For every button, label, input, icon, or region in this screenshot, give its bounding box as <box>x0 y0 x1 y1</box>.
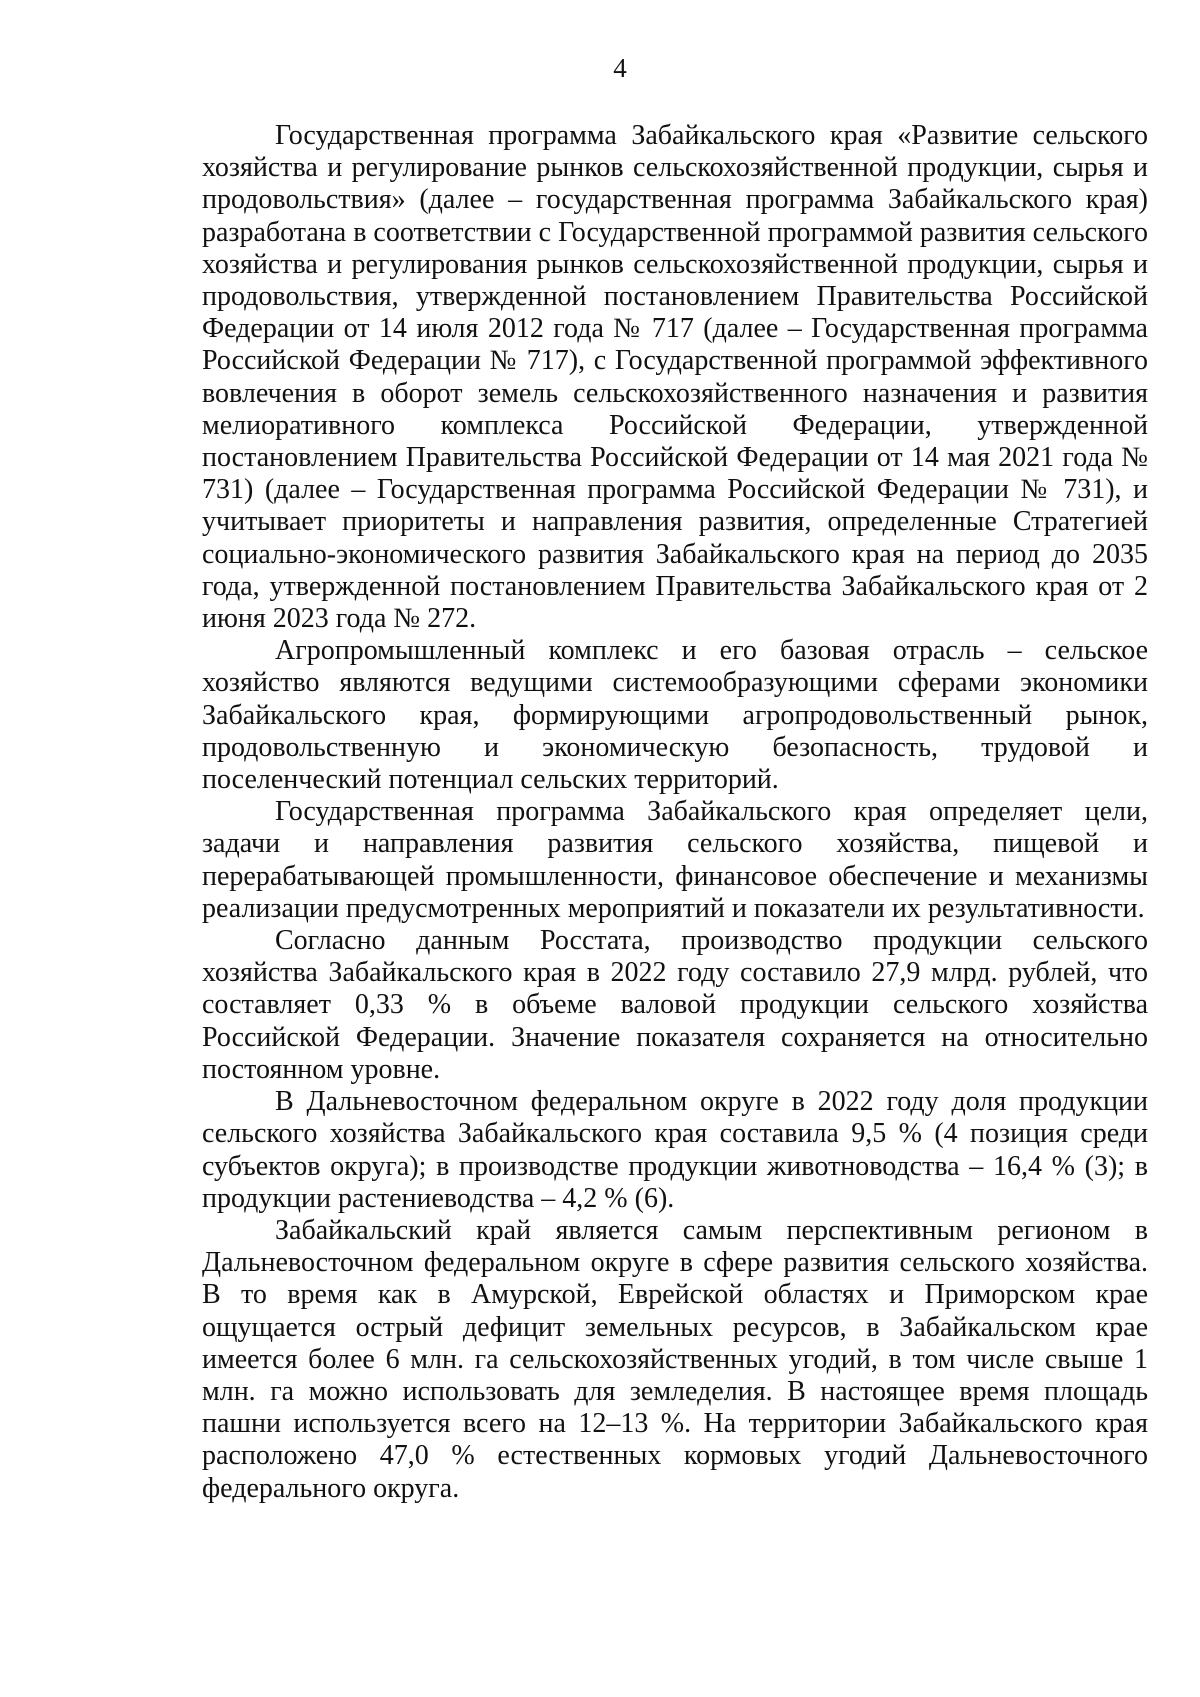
page-number: 4 <box>613 53 627 83</box>
paragraph-land-resources: Забайкальский край является самым перспективным регионом в Дальневосточном федеральном округе в сфере развития сельского хозяйства. В то время как в Амурской, Еврейской областях и Приморском крае ощущается острый дефицит земельных ресурсов, в Забайкальском крае имеется более 6 млн. га сельскохозяйственных угодий, в том числе свыше 1 млн. га можно использовать для земледелия. В настоящее время площадь пашни используется всего на 12–13 %. На территории Забайкальского края расположено 47,0 % естественных кормовых угодий Дальневосточного федерального округа. <box>202 1214 1148 1504</box>
paragraph-agro-complex: Агропромышленный комплекс и его базовая отрасль – сельское хозяйство являются ведущими системообразующими сферами экономики Забайкальского края, формирующими агропродовольственный рынок, продовольственную и экономическую безопасность, трудовой и поселенческий потенциал сельских территорий. <box>202 635 1148 796</box>
paragraph-rosstat-data: Согласно данным Росстата, производство продукции сельского хозяйства Забайкальского края в 2022 году составило 27,9 млрд. рублей, что составляет 0,33 % в объеме валовой продукции сельского хозяйства Российской Федерации. Значение показателя сохраняется на относительно постоянном уровне. <box>202 925 1148 1085</box>
paragraph-program-goals: Государственная программа Забайкальского края определяет цели, задачи и направления развития сельского хозяйства, пищевой и перерабатывающей промышленности, финансовое обеспечение и механизмы реализации предусмотренных мероприятий и показатели их результативности. <box>202 796 1148 924</box>
paragraph-far-east-share: В Дальневосточном федеральном округе в 2022 году доля продукции сельского хозяйства Забайкальского края составила 9,5 % (4 позиция среди субъектов округа); в производстве продукции животноводства – 16,4 % (3); в продукции растениеводства – 4,2 % (6). <box>202 1086 1148 1214</box>
document-body <box>202 120 1148 1505</box>
paragraph-program-basis: Государственная программа Забайкальского края «Развитие сельского хозяйства и регулирование рынков сельскохозяйственной продукции, сырья и продовольствия» (далее – государственная программа Забайкальского края) разработана в соответствии с Государственной программой развития сельского хозяйства и регулирования рынков сельскохозяйственной продукции, сырья и продовольствия, утвержденной постановлением Правительства Российской Федерации от 14 июля 2012 года № 717 (далее – Государственная программа Российской Федерации № 717), с Государственной программой эффективного вовлечения в оборот земель сельскохозяйственного назначения и развития мелиоративного комплекса Российской Федерации, утвержденной постановлением Правительства Российской Федерации от 14 мая 2021 года № 731) (далее – Государственная программа Российской Федерации № 731), и учитывает приоритеты и направления развития, определенные Стратегией социально-экономического развития Забайкальского края на период до 2035 года, утвержденной постановлением Правительства Забайкальского края от 2 июня 2023 года № 272. <box>202 120 1149 635</box>
